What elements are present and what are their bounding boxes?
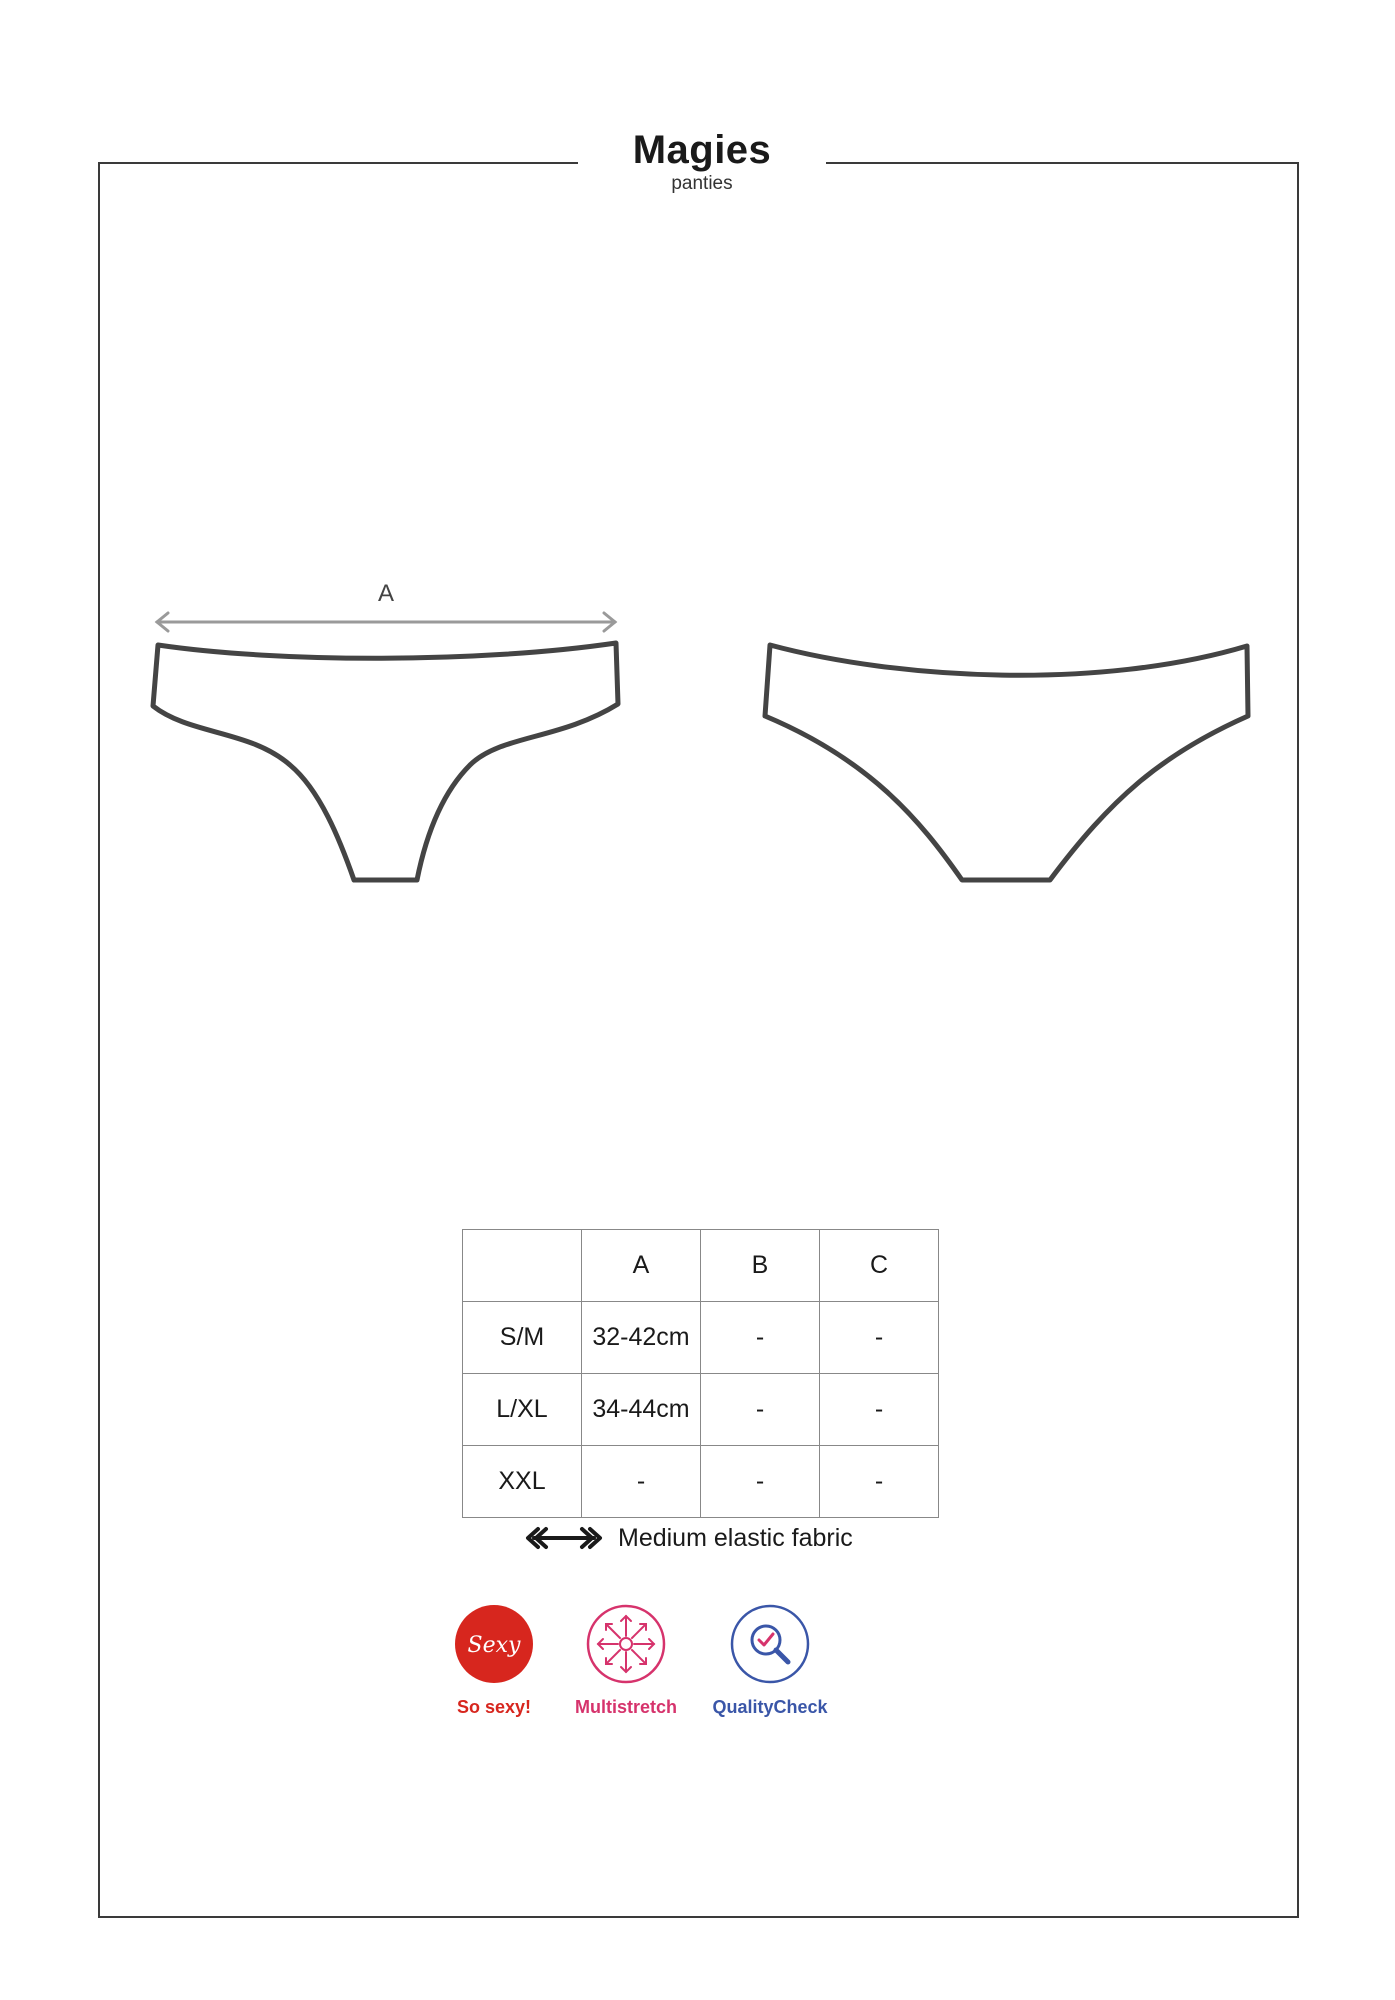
table-cell: -: [701, 1374, 820, 1446]
table-header-cell: A: [582, 1230, 701, 1302]
feature-badges: [430, 1604, 830, 1724]
badge-label: QualityCheck: [712, 1697, 828, 1717]
badge-label: Multistretch: [574, 1697, 677, 1717]
table-cell: 32-42cm: [582, 1302, 701, 1374]
table-header-cell: [463, 1230, 582, 1302]
table-cell: -: [582, 1446, 701, 1518]
size-table: [462, 1229, 939, 1518]
fabric-note-text: Medium elastic fabric: [618, 1523, 853, 1552]
panties-front-outline: [153, 643, 618, 880]
table-header-cell: B: [701, 1230, 820, 1302]
table-header-cell: C: [820, 1230, 939, 1302]
table-row: [463, 1374, 939, 1446]
table-cell: -: [701, 1302, 820, 1374]
size-cell: L/XL: [463, 1374, 582, 1446]
badge-label: So sexy!: [456, 1697, 532, 1717]
size-cell: XXL: [463, 1446, 582, 1518]
badge-quality-check: [710, 1604, 830, 1718]
double-arrow-icon: [524, 1526, 604, 1550]
multistretch-icon: [586, 1604, 666, 1684]
measure-label-a: A: [377, 580, 394, 607]
table-cell: -: [820, 1446, 939, 1518]
table-row: [463, 1302, 939, 1374]
table-cell: -: [820, 1374, 939, 1446]
sexy-badge-text: Sexy: [467, 1633, 521, 1658]
table-header-row: [463, 1230, 939, 1302]
fabric-note: [524, 1518, 853, 1558]
badge-so-sexy: [434, 1604, 554, 1718]
sexy-badge-icon: [454, 1604, 534, 1684]
panties-back-outline: [765, 645, 1248, 880]
product-subtitle: panties: [671, 173, 733, 194]
table-cell: 34-44cm: [582, 1374, 701, 1446]
size-cell: S/M: [463, 1302, 582, 1374]
measurement-arrow-a: [157, 613, 615, 631]
badge-multistretch: [566, 1604, 686, 1718]
table-cell: -: [701, 1446, 820, 1518]
quality-check-icon: [730, 1604, 810, 1684]
table-row: [463, 1446, 939, 1518]
product-title: Magies: [632, 128, 772, 172]
table-cell: -: [820, 1302, 939, 1374]
